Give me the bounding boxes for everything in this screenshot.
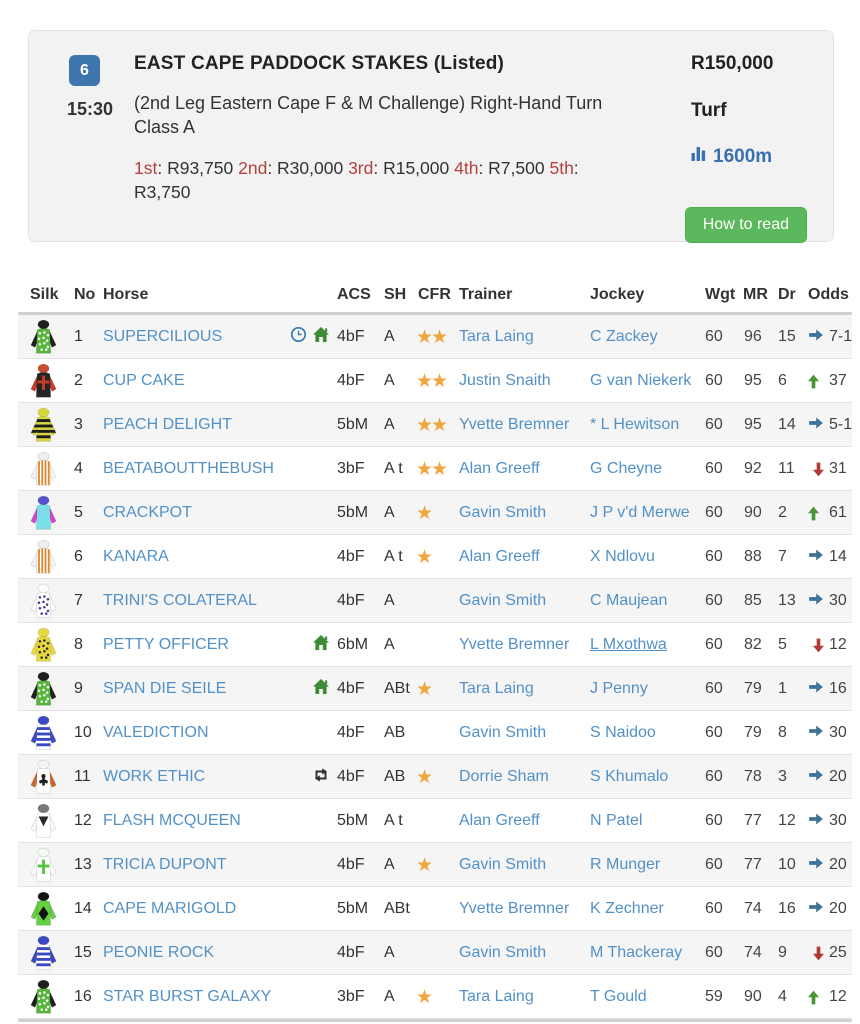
horse-badges bbox=[218, 623, 330, 667]
odds-value bbox=[808, 403, 852, 447]
draw-value: 13 bbox=[778, 592, 796, 609]
draw-value: 6 bbox=[778, 372, 787, 389]
distance-label: 1600m bbox=[713, 146, 773, 167]
acs-value: 5bM bbox=[337, 812, 369, 829]
acs-value: 4bF bbox=[337, 768, 365, 785]
race-time: 15:30 bbox=[66, 99, 114, 119]
silk-icon bbox=[28, 887, 59, 931]
table-row bbox=[18, 799, 852, 843]
merit-rating-value: 85 bbox=[744, 592, 762, 609]
table-row bbox=[18, 447, 852, 491]
odds-text: 20 bbox=[829, 856, 847, 873]
merit-rating-value: 77 bbox=[744, 812, 762, 829]
draw-value: 3 bbox=[778, 768, 787, 785]
sh-value: A bbox=[384, 944, 395, 961]
table-row bbox=[18, 711, 852, 755]
horse-badges bbox=[218, 667, 330, 711]
odds-value bbox=[808, 623, 847, 667]
odds-value bbox=[808, 315, 852, 359]
trainer-link[interactable]: Tara Laing bbox=[459, 680, 534, 697]
merit-rating-value: 96 bbox=[744, 328, 762, 345]
horse-number: 7 bbox=[74, 592, 83, 609]
weight-value: 60 bbox=[705, 592, 723, 609]
horse-name-link[interactable]: TRINI'S COLATERAL bbox=[103, 592, 257, 609]
prize-place: 2nd bbox=[238, 157, 268, 178]
odds-text: 37 bbox=[829, 372, 847, 389]
jockey-link[interactable]: J P v'd Merwe bbox=[590, 504, 690, 521]
horse-name-link[interactable]: WORK ETHIC bbox=[103, 768, 206, 785]
odds-text: 30 bbox=[829, 724, 847, 741]
table-header-row bbox=[18, 284, 852, 312]
column-header-cfr: CFR bbox=[418, 286, 451, 303]
race-number-badge: 6 bbox=[69, 55, 100, 86]
odds-text: 20 bbox=[829, 768, 847, 785]
trainer-link[interactable]: Alan Greeff bbox=[459, 548, 540, 565]
horse-name-link[interactable]: PEONIE ROCK bbox=[103, 944, 215, 961]
horse-badges bbox=[218, 843, 330, 887]
horse-name-link[interactable]: TRICIA DUPONT bbox=[103, 856, 227, 873]
table-row bbox=[18, 535, 852, 579]
sh-value: AB bbox=[384, 724, 406, 741]
repeat-icon bbox=[312, 767, 330, 788]
trainer-link[interactable]: Gavin Smith bbox=[459, 944, 547, 961]
draw-value: 1 bbox=[778, 680, 787, 697]
merit-rating-value: 95 bbox=[744, 372, 762, 389]
odds-text: 12 bbox=[829, 988, 847, 1005]
prize-amount: : R93,750 bbox=[157, 157, 239, 178]
trainer-link[interactable]: Gavin Smith bbox=[459, 856, 547, 873]
column-header-jockey: Jockey bbox=[590, 286, 645, 303]
sh-value: A bbox=[384, 592, 395, 609]
odds-trend-right-icon bbox=[808, 327, 824, 348]
draw-value: 5 bbox=[778, 636, 787, 653]
horse-badges bbox=[218, 887, 330, 931]
horse-name-link[interactable]: STAR BURST GALAXY bbox=[103, 988, 272, 1005]
acs-value: 4bF bbox=[337, 372, 365, 389]
horse-number: 13 bbox=[74, 856, 92, 873]
prize-place: 5th bbox=[549, 157, 574, 178]
horse-number: 15 bbox=[74, 944, 92, 961]
table-row bbox=[18, 403, 852, 447]
draw-value: 7 bbox=[778, 548, 787, 565]
draw-value: 14 bbox=[778, 416, 796, 433]
weight-value: 60 bbox=[705, 548, 723, 565]
silk-icon bbox=[28, 623, 59, 667]
horse-name-link[interactable]: KANARA bbox=[103, 548, 169, 565]
prize-amount: : R30,000 bbox=[267, 157, 349, 178]
table-row bbox=[18, 579, 852, 623]
weight-value: 60 bbox=[705, 504, 723, 521]
odds-value bbox=[808, 359, 847, 403]
draw-value: 10 bbox=[778, 856, 796, 873]
jockey-link[interactable]: J Penny bbox=[590, 680, 648, 697]
draw-value: 2 bbox=[778, 504, 787, 521]
weight-value: 60 bbox=[705, 680, 723, 697]
jockey-link[interactable]: C Zackey bbox=[590, 328, 658, 345]
trainer-link[interactable]: Gavin Smith bbox=[459, 724, 547, 741]
odds-text: 20 bbox=[829, 900, 847, 917]
odds-trend-right-icon bbox=[808, 547, 824, 568]
column-header-sh: SH bbox=[384, 286, 407, 303]
odds-text: 16 bbox=[829, 680, 847, 697]
weight-value: 60 bbox=[705, 944, 723, 961]
horse-badges bbox=[218, 535, 330, 579]
odds-trend-right-icon bbox=[808, 723, 824, 744]
odds-trend-right-icon bbox=[808, 855, 824, 876]
horse-badges bbox=[218, 403, 330, 447]
table-row bbox=[18, 755, 852, 799]
sh-value: ABt bbox=[384, 900, 410, 917]
odds-trend-down-icon bbox=[806, 945, 827, 961]
bar-chart-icon bbox=[691, 146, 707, 168]
odds-trend-up-icon bbox=[806, 373, 827, 389]
table-row bbox=[18, 491, 852, 535]
draw-value: 11 bbox=[778, 460, 795, 477]
sh-value: A t bbox=[384, 812, 403, 829]
cfr-stars: ★ bbox=[416, 678, 432, 700]
table-row bbox=[18, 843, 852, 887]
race-header-card bbox=[28, 30, 834, 242]
jockey-link[interactable]: X Ndlovu bbox=[590, 548, 655, 565]
trainer-link[interactable]: Yvette Bremner bbox=[459, 416, 570, 433]
odds-text: 7-1 bbox=[829, 328, 852, 345]
horse-number: 2 bbox=[74, 372, 83, 389]
column-header-acs: ACS bbox=[337, 286, 371, 303]
sh-value: A bbox=[384, 504, 395, 521]
horse-badges bbox=[218, 799, 330, 843]
merit-rating-value: 79 bbox=[744, 680, 762, 697]
acs-value: 3bF bbox=[337, 988, 365, 1005]
acs-value: 5bM bbox=[337, 504, 369, 521]
horse-number: 8 bbox=[74, 636, 83, 653]
weight-value: 60 bbox=[705, 636, 723, 653]
trainer-link[interactable]: Dorrie Sham bbox=[459, 768, 549, 785]
clock-icon bbox=[290, 326, 307, 348]
odds-text: 30 bbox=[829, 592, 847, 609]
draw-value: 9 bbox=[778, 944, 787, 961]
odds-text: 14 bbox=[829, 548, 847, 565]
house-icon bbox=[312, 634, 330, 656]
odds-value bbox=[808, 887, 847, 931]
sh-value: ABt bbox=[384, 680, 410, 697]
horse-number: 6 bbox=[74, 548, 83, 565]
cfr-stars: ★ bbox=[416, 546, 432, 568]
silk-icon bbox=[28, 579, 59, 623]
horse-name-link[interactable]: VALEDICTION bbox=[103, 724, 209, 741]
weight-value: 60 bbox=[705, 328, 723, 345]
cfr-stars: ★★ bbox=[416, 414, 447, 436]
odds-text: 61 bbox=[829, 504, 847, 521]
weight-value: 59 bbox=[705, 988, 723, 1005]
race-stake: R150,000 bbox=[691, 53, 774, 74]
cfr-stars: ★ bbox=[416, 766, 432, 788]
odds-value bbox=[808, 755, 847, 799]
silk-icon bbox=[28, 755, 59, 799]
trainer-link[interactable]: Gavin Smith bbox=[459, 592, 547, 609]
silk-icon bbox=[28, 359, 59, 403]
horse-number: 12 bbox=[74, 812, 92, 829]
sh-value: A bbox=[384, 372, 395, 389]
horse-badges bbox=[218, 755, 330, 799]
trainer-link[interactable]: Gavin Smith bbox=[459, 504, 547, 521]
merit-rating-value: 74 bbox=[744, 900, 762, 917]
draw-value: 4 bbox=[778, 988, 787, 1005]
sh-value: A t bbox=[384, 460, 403, 477]
draw-value: 12 bbox=[778, 812, 796, 829]
horse-name-link[interactable]: FLASH MCQUEEN bbox=[103, 812, 241, 829]
sh-value: A bbox=[384, 416, 395, 433]
jockey-link[interactable]: K Zechner bbox=[590, 900, 664, 917]
merit-rating-value: 74 bbox=[744, 944, 762, 961]
merit-rating-value: 88 bbox=[744, 548, 762, 565]
silk-icon bbox=[28, 843, 59, 887]
weight-value: 60 bbox=[705, 372, 723, 389]
silk-icon bbox=[28, 711, 59, 755]
merit-rating-value: 92 bbox=[744, 460, 762, 477]
horse-number: 1 bbox=[74, 328, 83, 345]
odds-value bbox=[808, 843, 847, 887]
trainer-link[interactable]: Tara Laing bbox=[459, 328, 534, 345]
merit-rating-value: 78 bbox=[744, 768, 762, 785]
horse-badges bbox=[218, 315, 330, 359]
cfr-stars: ★ bbox=[416, 986, 432, 1008]
column-header-wgt: Wgt bbox=[705, 286, 736, 303]
prize-amount: : R3,750 bbox=[134, 157, 579, 203]
table-row bbox=[18, 887, 852, 931]
odds-value bbox=[808, 535, 847, 579]
column-header-trainer: Trainer bbox=[459, 286, 513, 303]
weight-value: 60 bbox=[705, 416, 723, 433]
merit-rating-value: 90 bbox=[744, 988, 762, 1005]
table-row bbox=[18, 623, 852, 667]
race-card-table bbox=[18, 284, 852, 1022]
horse-name-link[interactable]: CAPE MARIGOLD bbox=[103, 900, 237, 917]
odds-text: 31 bbox=[829, 460, 847, 477]
table-row bbox=[18, 931, 852, 975]
horse-number: 4 bbox=[74, 460, 83, 477]
cfr-stars: ★ bbox=[416, 854, 432, 876]
horse-badges bbox=[218, 447, 330, 491]
odds-trend-right-icon bbox=[808, 767, 824, 788]
house-icon bbox=[312, 326, 330, 348]
prize-amount: : R7,500 bbox=[478, 157, 550, 178]
merit-rating-value: 90 bbox=[744, 504, 762, 521]
jockey-link[interactable]: M Thackeray bbox=[590, 944, 683, 961]
odds-value bbox=[808, 711, 847, 755]
silk-icon bbox=[28, 667, 59, 711]
trainer-link[interactable]: Yvette Bremner bbox=[459, 636, 570, 653]
weight-value: 60 bbox=[705, 460, 723, 477]
trainer-link[interactable]: Justin Snaith bbox=[459, 372, 551, 389]
odds-text: 12 bbox=[829, 636, 847, 653]
trainer-link[interactable]: Yvette Bremner bbox=[459, 900, 570, 917]
odds-value bbox=[808, 975, 847, 1019]
cfr-stars: ★ bbox=[416, 502, 432, 524]
odds-trend-down-icon bbox=[806, 637, 827, 653]
weight-value: 60 bbox=[705, 812, 723, 829]
table-row bbox=[18, 359, 852, 403]
odds-trend-right-icon bbox=[808, 811, 824, 832]
odds-value bbox=[808, 579, 847, 623]
odds-value bbox=[808, 799, 847, 843]
merit-rating-value: 77 bbox=[744, 856, 762, 873]
jockey-link[interactable]: G van Niekerk bbox=[590, 372, 692, 389]
column-header-mr: MR bbox=[743, 286, 768, 303]
draw-value: 16 bbox=[778, 900, 796, 917]
jockey-link[interactable]: L Mxothwa bbox=[590, 636, 667, 653]
merit-rating-value: 82 bbox=[744, 636, 762, 653]
race-surface: Turf bbox=[691, 100, 727, 121]
trainer-link[interactable]: Alan Greeff bbox=[459, 812, 540, 829]
horse-name-link[interactable]: SUPERCILIOUS bbox=[103, 328, 223, 345]
acs-value: 3bF bbox=[337, 460, 365, 477]
horse-badges bbox=[218, 579, 330, 623]
cfr-stars: ★★ bbox=[416, 458, 447, 480]
weight-value: 60 bbox=[705, 768, 723, 785]
horse-name-link[interactable]: PEACH DELIGHT bbox=[103, 416, 232, 433]
draw-value: 15 bbox=[778, 328, 796, 345]
horse-name-link[interactable]: CRACKPOT bbox=[103, 504, 192, 521]
acs-value: 4bF bbox=[337, 592, 365, 609]
odds-trend-right-icon bbox=[808, 899, 824, 920]
race-title: EAST CAPE PADDOCK STAKES (Listed) bbox=[134, 53, 505, 74]
draw-value: 8 bbox=[778, 724, 787, 741]
horse-name-link[interactable]: SPAN DIE SEILE bbox=[103, 680, 227, 697]
race-subtitle: (2nd Leg Eastern Cape F & M Challenge) Right-Hand Turn Class A bbox=[134, 93, 603, 138]
prize-place: 1st bbox=[134, 157, 158, 178]
how-to-read-button[interactable]: How to read bbox=[685, 207, 807, 243]
sh-value: A bbox=[384, 856, 395, 873]
horse-number: 10 bbox=[74, 724, 92, 741]
jockey-link[interactable]: S Khumalo bbox=[590, 768, 669, 785]
silk-icon bbox=[28, 315, 59, 359]
odds-trend-right-icon bbox=[808, 591, 824, 612]
silk-icon bbox=[28, 535, 59, 579]
horse-badges bbox=[218, 491, 330, 535]
odds-text: 25 bbox=[829, 944, 847, 961]
prize-amount: : R15,000 bbox=[373, 157, 455, 178]
sh-value: AB bbox=[384, 768, 406, 785]
weight-value: 60 bbox=[705, 724, 723, 741]
race-distance bbox=[691, 146, 831, 168]
sh-value: A t bbox=[384, 548, 403, 565]
acs-value: 4bF bbox=[337, 328, 365, 345]
horse-badges bbox=[218, 359, 330, 403]
sh-value: A bbox=[384, 328, 395, 345]
merit-rating-value: 79 bbox=[744, 724, 762, 741]
silk-icon bbox=[28, 975, 59, 1019]
column-header-silk: Silk bbox=[30, 286, 59, 303]
horse-number: 11 bbox=[74, 768, 91, 785]
jockey-link[interactable]: S Naidoo bbox=[590, 724, 656, 741]
acs-value: 4bF bbox=[337, 944, 365, 961]
prize-money bbox=[134, 156, 614, 205]
odds-trend-up-icon bbox=[806, 505, 827, 521]
silk-icon bbox=[28, 931, 59, 975]
silk-icon bbox=[28, 447, 59, 491]
trainer-link[interactable]: Tara Laing bbox=[459, 988, 534, 1005]
prize-place: 4th bbox=[454, 157, 479, 178]
sh-value: A bbox=[384, 988, 395, 1005]
weight-value: 60 bbox=[705, 856, 723, 873]
horse-number: 9 bbox=[74, 680, 83, 697]
horse-number: 5 bbox=[74, 504, 83, 521]
jockey-link[interactable]: * L Hewitson bbox=[590, 416, 680, 433]
horse-name-link[interactable]: CUP CAKE bbox=[103, 372, 185, 389]
horse-name-link[interactable]: BEATABOUTTHEBUSH bbox=[103, 460, 274, 477]
jockey-link[interactable]: G Cheyne bbox=[590, 460, 663, 477]
odds-trend-down-icon bbox=[806, 461, 827, 477]
acs-value: 5bM bbox=[337, 900, 369, 917]
cfr-stars: ★★ bbox=[416, 370, 447, 392]
acs-value: 5bM bbox=[337, 416, 369, 433]
column-header-dr: Dr bbox=[778, 286, 796, 303]
horse-number: 3 bbox=[74, 416, 83, 433]
odds-text: 30 bbox=[829, 812, 847, 829]
jockey-link[interactable]: R Munger bbox=[590, 856, 661, 873]
horse-number: 16 bbox=[74, 988, 92, 1005]
jockey-link[interactable]: T Gould bbox=[590, 988, 647, 1005]
jockey-link[interactable]: C Maujean bbox=[590, 592, 668, 609]
acs-value: 4bF bbox=[337, 724, 365, 741]
silk-icon bbox=[28, 403, 59, 447]
trainer-link[interactable]: Alan Greeff bbox=[459, 460, 540, 477]
odds-value bbox=[808, 667, 847, 711]
odds-value bbox=[808, 447, 847, 491]
table-bottom-divider bbox=[18, 1019, 852, 1022]
house-icon bbox=[312, 678, 330, 700]
silk-icon bbox=[28, 491, 59, 535]
odds-trend-right-icon bbox=[808, 415, 824, 436]
jockey-link[interactable]: N Patel bbox=[590, 812, 643, 829]
horse-badges bbox=[218, 931, 330, 975]
column-header-horse: Horse bbox=[103, 286, 149, 303]
odds-value bbox=[808, 491, 847, 535]
odds-trend-up-icon bbox=[806, 989, 827, 1005]
odds-value bbox=[808, 931, 847, 975]
horse-name-link[interactable]: PETTY OFFICER bbox=[103, 636, 229, 653]
odds-text: 5-1 bbox=[829, 416, 852, 433]
horse-badges bbox=[218, 975, 330, 1019]
table-row bbox=[18, 975, 852, 1019]
merit-rating-value: 95 bbox=[744, 416, 762, 433]
silk-icon bbox=[28, 799, 59, 843]
column-header-odds: Odds bbox=[808, 286, 849, 303]
sh-value: A bbox=[384, 636, 395, 653]
horse-badges bbox=[218, 711, 330, 755]
horse-number: 14 bbox=[74, 900, 92, 917]
acs-value: 4bF bbox=[337, 548, 365, 565]
acs-value: 4bF bbox=[337, 680, 365, 697]
prize-place: 3rd bbox=[348, 157, 374, 178]
table-row bbox=[18, 667, 852, 711]
cfr-stars: ★★ bbox=[416, 326, 447, 348]
acs-value: 4bF bbox=[337, 856, 365, 873]
acs-value: 6bM bbox=[337, 636, 369, 653]
column-header-no: No bbox=[74, 286, 96, 303]
table-row bbox=[18, 315, 852, 359]
weight-value: 60 bbox=[705, 900, 723, 917]
odds-trend-right-icon bbox=[808, 679, 824, 700]
